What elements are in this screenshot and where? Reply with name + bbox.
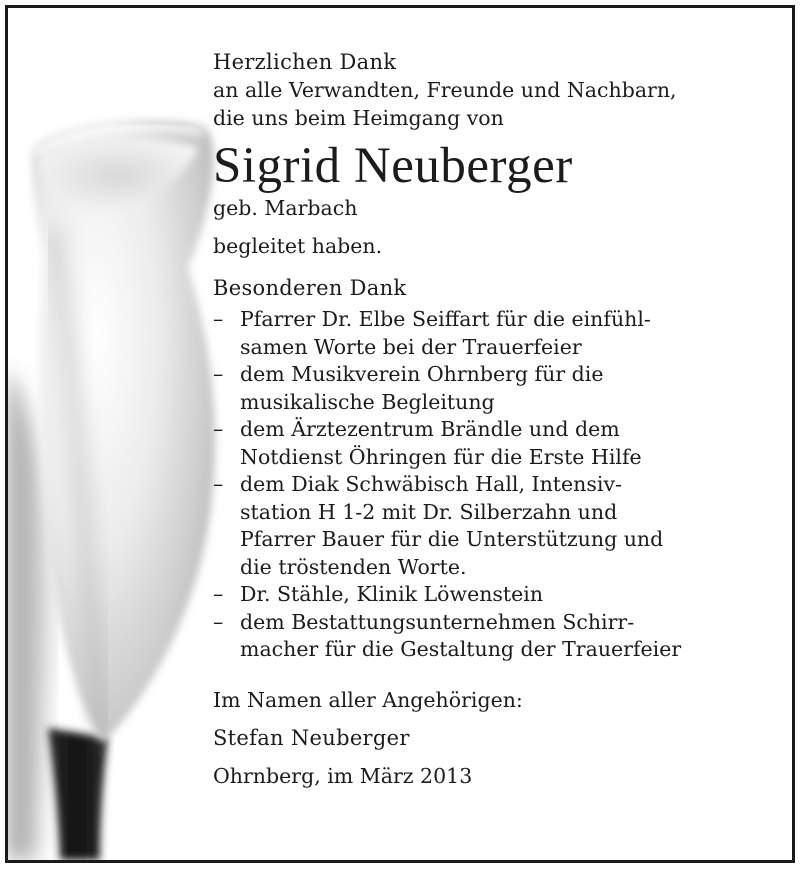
list-item-line: macher für die Gestaltung der Trauerfeier <box>240 637 682 661</box>
signatory-name: Stefan Neuberger <box>213 725 410 750</box>
list-item-line: Dr. Stähle, Klinik Löwenstein <box>240 582 544 606</box>
dash-marker: – <box>213 582 224 606</box>
accompanied-text: begleitet haben. <box>213 234 383 258</box>
list-item-line: dem Ärztezentrum Brändle und dem <box>240 417 620 441</box>
dash-marker: – <box>213 472 224 496</box>
intro-line-2: die uns beim Heimgang von <box>213 106 504 130</box>
list-item-line: musikalische Begleitung <box>240 389 495 414</box>
dash-marker: – <box>213 307 224 331</box>
thanks-list <box>213 306 783 664</box>
list-item <box>213 609 783 664</box>
on-behalf-text: Im Namen aller Angehörigen: <box>213 687 523 712</box>
maiden-name: geb. Marbach <box>213 196 358 220</box>
dash-marker: – <box>213 417 224 441</box>
dash-marker: – <box>213 609 224 634</box>
list-item <box>213 581 783 609</box>
list-item-line: die tröstenden Worte. <box>240 554 467 579</box>
list-item-line: dem Musikverein Ohrnberg für die <box>240 362 604 386</box>
list-item-line: dem Bestattungsunternehmen Schirr- <box>240 609 635 634</box>
list-item-line: station H 1-2 mit Dr. Silberzahn und <box>240 499 618 524</box>
list-item <box>213 306 783 361</box>
list-item-line: Pfarrer Dr. Elbe Seiffart für die einfühl- <box>240 307 651 331</box>
notice-text <box>213 48 783 790</box>
list-item-line: Notdienst Öhringen für die Erste Hilfe <box>240 444 642 469</box>
list-item <box>213 471 783 581</box>
dash-marker: – <box>213 362 224 386</box>
thanks-heading: Herzlichen Dank <box>213 50 397 74</box>
list-item-line: Pfarrer Bauer für die Unterstützung und <box>240 527 664 551</box>
intro-line-1: an alle Verwandten, Freunde und Nachbarn, <box>213 78 677 102</box>
place-date: Ohrnberg, im März 2013 <box>213 763 473 788</box>
list-item-line: samen Worte bei der Trauerfeier <box>240 334 582 359</box>
list-item-line: dem Diak Schwäbisch Hall, Intensiv- <box>240 472 622 496</box>
special-thanks-heading: Besonderen Dank <box>213 276 407 300</box>
list-item <box>213 361 783 416</box>
deceased-name: Sigrid Neuberger <box>213 138 573 194</box>
list-item <box>213 416 783 471</box>
obituary-frame <box>5 5 795 863</box>
